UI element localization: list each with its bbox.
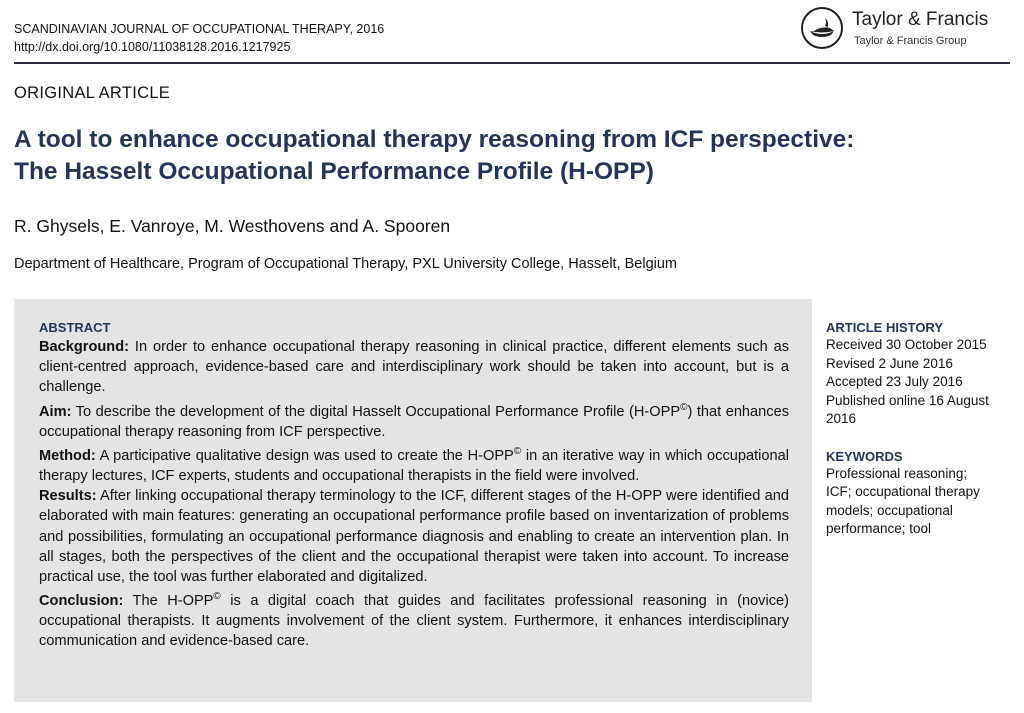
abstract-conclusion [39,587,789,651]
authors: R. Ghysels, E. Vanroye, M. Westhovens and A. Spooren [14,216,451,236]
title-line-1: A tool to enhance occupational therapy reasoning from ICF perspective: [14,126,855,153]
conclusion-text-b: is a digital coach that guides and facilitates professional reasoning in (novice) occupational therapists. It augments involvement of the client system. Furthermore, it enhances interdisciplinary communication and evidence-based care. [39,593,789,650]
abstract-label: ABSTRACT [39,320,111,335]
header-rule [14,62,1010,64]
history-label: ARTICLE HISTORY [826,320,944,335]
publisher-name: Taylor & Francis [852,9,989,30]
history-item: Published online 16 August 2016 [826,392,989,426]
abstract-background [39,337,789,398]
article-type: ORIGINAL ARTICLE [14,84,171,102]
history-item: Received 30 October 2015 [826,337,987,352]
publisher-group: Taylor & Francis Group [854,35,967,47]
lamp-icon [800,6,844,50]
doi-link[interactable]: http://dx.doi.org/10.1080/11038128.2016.1217925 [14,40,291,54]
keywords-label: KEYWORDS [826,448,903,464]
abstract-box [14,299,812,702]
copyright-mark: © [213,591,221,603]
journal-header [14,20,384,56]
abstract-body [39,337,789,652]
aim-text-b: ) that enhances occupational therapy reasoning from ICF perspective. [39,403,789,440]
abstract-aim [39,398,789,442]
history-list [826,336,1016,429]
journal-name: SCANDINAVIAN JOURNAL OF OCCUPATIONAL THERAPY, 2016 [14,22,385,36]
affiliation: Department of Healthcare, Program of Occupational Therapy, PXL University College, Hasselt, Belgium [14,256,678,272]
background-head: Background: [39,339,129,355]
aim-text-a: To describe the development of the digital Hasselt Occupational Performance Profile (H-OPP [71,403,681,420]
keywords-text: Professional reasoning; ICF; occupational therapy models; occupational performance; tool [826,465,980,536]
article-sidebar [826,320,1016,539]
copyright-mark: © [513,445,522,457]
aim-head: Aim: [39,403,72,420]
keywords-block [826,449,1016,539]
conclusion-head: Conclusion: [39,593,124,610]
method-text-a: A participative qualitative design was used to create the H-OPP [95,447,514,464]
results-text: After linking occupational therapy terminology to the ICF, different stages of the H-OPP were identified and elaborated with main features: generating an occupational performance profile based on inventarization of problems and possibilities, formulating an occupational performance diagnosis and enabling to create an intervention plan. In all stages, both the perspectives of the client and the occupational therapist were taken into account. To increase practical use, the tool was further elaborated and digitalized. [39,488,789,585]
title-line-2: The Hasselt Occupational Performance Profile (H-OPP) [14,158,654,185]
abstract-results [39,486,789,587]
conclusion-text-a: The H-OPP [123,593,214,610]
method-head: Method: [39,447,96,464]
article-title [14,124,1004,188]
copyright-mark: © [680,401,688,413]
abstract-method [39,442,789,486]
method-text-b: in an iterative way in which occupational therapy lectures, ICF experts, students and occupational therapists in the field were involved. [39,447,789,484]
history-item: Revised 2 June 2016 [826,355,953,371]
background-text: In order to enhance occupational therapy reasoning in clinical practice, different elements such as client-centred approach, evidence-based care and interdisciplinary work should be taken into account, but is a challenge. [39,339,789,396]
results-head: Results: [39,488,97,505]
history-item: Accepted 23 July 2016 [826,374,963,389]
